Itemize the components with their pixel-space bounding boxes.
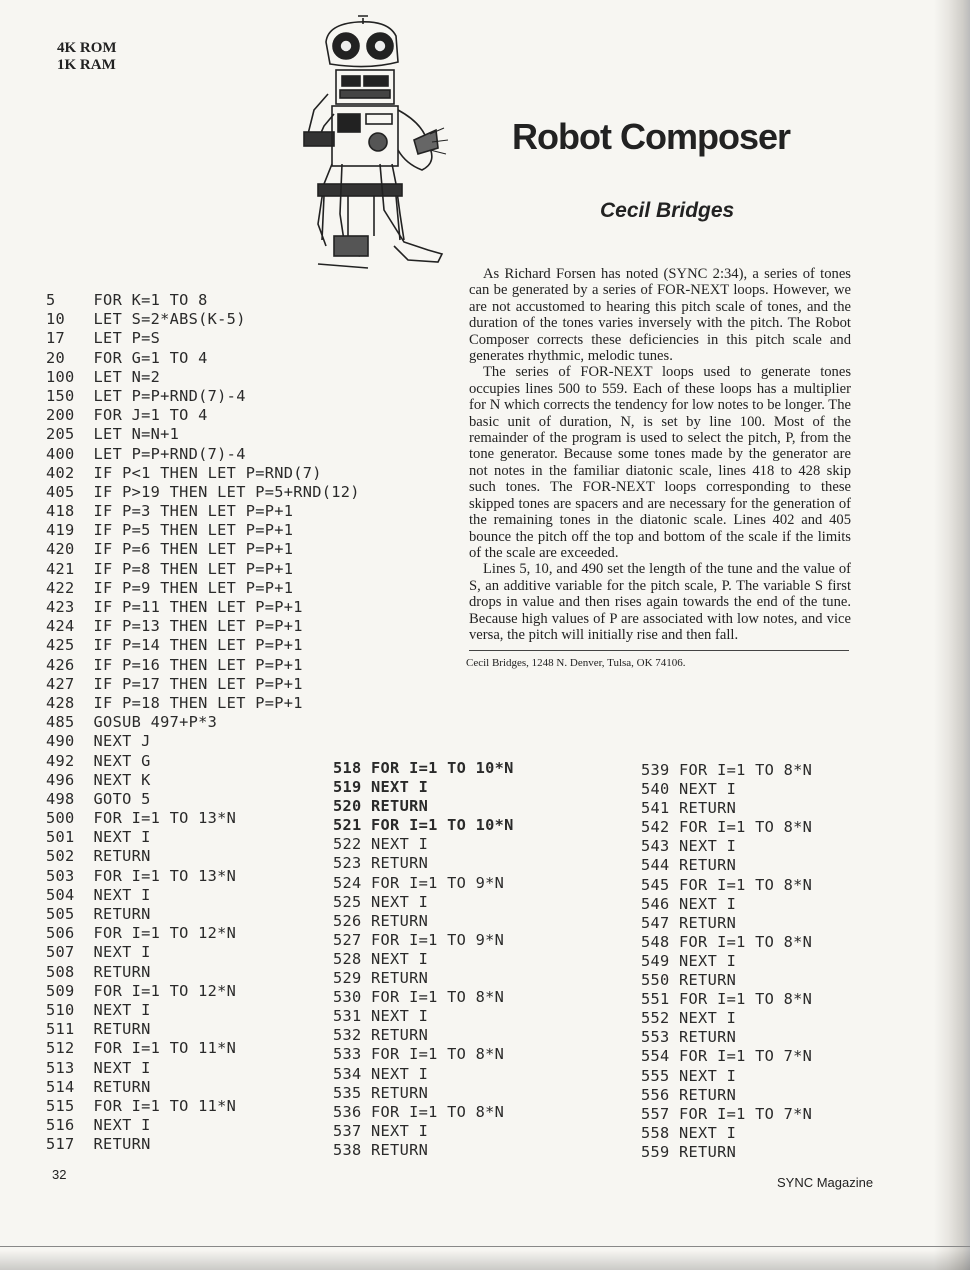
robot-illustration xyxy=(288,14,468,274)
code-line: 528 NEXT I xyxy=(333,949,429,968)
code-line: 531 NEXT I xyxy=(333,1007,429,1026)
code-line: 508 RETURN xyxy=(46,962,151,981)
code-line: 537 NEXT I xyxy=(333,1121,429,1140)
code-line: 535 RETURN xyxy=(333,1083,429,1102)
code-line: 552 NEXT I xyxy=(641,1009,737,1028)
code-line: 100 LET N=2 xyxy=(46,367,161,386)
code-line: 498 GOTO 5 xyxy=(46,789,151,808)
code-line: 200 FOR J=1 TO 4 xyxy=(46,406,208,425)
code-line: 530 FOR I=1 TO 8*N xyxy=(333,988,505,1007)
code-line: 425 IF P=14 THEN LET P=P+1 xyxy=(46,636,303,655)
code-line: 558 NEXT I xyxy=(641,1123,737,1142)
code-line: 515 FOR I=1 TO 11*N xyxy=(46,1096,237,1115)
code-line: 524 FOR I=1 TO 9*N xyxy=(333,873,505,892)
code-line: 518 FOR I=1 TO 10*N xyxy=(333,759,514,777)
code-line: 521 FOR I=1 TO 10*N xyxy=(333,816,514,835)
code-line: 557 FOR I=1 TO 7*N xyxy=(641,1104,813,1123)
code-line: 538 RETURN xyxy=(333,1140,429,1159)
code-line: 510 NEXT I xyxy=(46,1000,151,1019)
code-line: 428 IF P=18 THEN LET P=P+1 xyxy=(46,693,303,712)
code-line: 511 RETURN xyxy=(46,1020,151,1039)
code-line: 525 NEXT I xyxy=(333,892,429,911)
code-line: 523 RETURN xyxy=(333,854,429,873)
code-line: 519 NEXT I xyxy=(333,778,429,797)
code-line: 539 FOR I=1 TO 8*N xyxy=(641,761,813,779)
code-line: 500 FOR I=1 TO 13*N xyxy=(46,809,237,828)
code-line: 426 IF P=16 THEN LET P=P+1 xyxy=(46,655,303,674)
code-line: 418 IF P=3 THEN LET P=P+1 xyxy=(46,502,294,521)
code-line: 505 RETURN xyxy=(46,905,151,923)
code-line: 555 NEXT I xyxy=(641,1066,737,1085)
code-line: 553 RETURN xyxy=(641,1028,737,1047)
code-line: 504 NEXT I xyxy=(46,885,151,904)
code-line: 502 RETURN xyxy=(46,847,151,866)
code-line: 526 RETURN xyxy=(333,911,429,930)
article-author: Cecil Bridges xyxy=(600,199,735,222)
page-bottom-shadow xyxy=(0,1250,970,1270)
code-line: 554 FOR I=1 TO 7*N xyxy=(641,1047,813,1066)
system-requirements xyxy=(57,40,117,74)
code-line: 517 RETURN xyxy=(46,1135,151,1154)
code-line: 529 RETURN xyxy=(333,969,429,988)
code-line: 551 FOR I=1 TO 8*N xyxy=(641,990,813,1009)
code-listing-column-1 xyxy=(46,291,360,1154)
code-line: 423 IF P=11 THEN LET P=P+1 xyxy=(46,598,303,616)
code-line: 424 IF P=13 THEN LET P=P+1 xyxy=(46,617,303,636)
code-line: 543 NEXT I xyxy=(641,837,737,856)
code-line: 545 FOR I=1 TO 8*N xyxy=(641,875,813,894)
code-line: 509 FOR I=1 TO 12*N xyxy=(46,981,237,1000)
code-line: 548 FOR I=1 TO 8*N xyxy=(641,932,813,951)
code-line: 541 RETURN xyxy=(641,799,737,818)
code-line: 534 NEXT I xyxy=(333,1064,429,1083)
code-line: 522 NEXT I xyxy=(333,835,429,854)
code-line: 20 FOR G=1 TO 4 xyxy=(46,348,208,367)
code-line: 205 LET N=N+1 xyxy=(46,425,180,444)
code-listing-column-2 xyxy=(333,759,514,1160)
article-paragraph: Lines 5, 10, and 490 set the length of the tune and the value of S, an additive variable for the pitch scale, P. The variable S first drops in value and then rises again towards the end of the tune. Because high values of P are associated with low notes, and vice versa, the pitch will initially rise and then fall. xyxy=(469,561,851,643)
code-listing-column-3 xyxy=(641,761,812,1162)
code-line: 516 NEXT I xyxy=(46,1116,151,1135)
article-title: Robot Composer xyxy=(512,116,790,157)
code-line: 501 NEXT I xyxy=(46,828,151,847)
code-line: 513 NEXT I xyxy=(46,1058,151,1077)
article-paragraph: The series of FOR-NEXT loops used to generate tones occupies lines 500 to 559. Each of these loops has a multiplier for N which corrects the tendency for low notes to be longer. The basic unit of duration, N, is set by line 100. Most of the remainder of the program is used to select the pitch, P, from the tone generator. Because some tones made by the generator are not notes in the familiar diatonic scale, lines 418 to 428 skip such tones. The FOR-NEXT loops corresponding to these skipped tones are spacers and are necessary for the generation of the remaining tones in the diatonic scale. Lines 402 and 405 bounce the pitch off the top and bottom of the scale if the limits of the scale are exceeded. xyxy=(469,364,851,561)
code-line: 514 RETURN xyxy=(46,1077,151,1096)
divider xyxy=(469,650,849,651)
magazine-name: SYNC Magazine xyxy=(777,1175,874,1190)
code-line: 485 GOSUB 497+P*3 xyxy=(46,713,218,732)
code-line: 405 IF P>19 THEN LET P=5+RND(12) xyxy=(46,482,360,501)
code-line: 540 NEXT I xyxy=(641,780,737,799)
requirement-rom: 4K ROM xyxy=(57,40,117,56)
code-line: 536 FOR I=1 TO 8*N xyxy=(333,1102,505,1121)
code-line: 533 FOR I=1 TO 8*N xyxy=(333,1045,505,1064)
code-line: 490 NEXT J xyxy=(46,732,151,751)
code-line: 544 RETURN xyxy=(641,856,737,875)
code-line: 10 LET S=2*ABS(K-5) xyxy=(46,310,246,329)
code-line: 506 FOR I=1 TO 12*N xyxy=(46,924,237,943)
article-paragraph: As Richard Forsen has noted (SYNC 2:34), a series of tones can be generated by a series of FOR-NEXT loops. However, we are not accustomed to hearing this pitch scale of tones, and the duration of the tones varies inversely with the pitch. The Robot Composer corrects these deficiencies in this pitch scale and generates rhythmic, melodic tunes. xyxy=(469,266,851,365)
code-line: 556 RETURN xyxy=(641,1085,737,1104)
code-line: 512 FOR I=1 TO 11*N xyxy=(46,1039,237,1058)
code-line: 427 IF P=17 THEN LET P=P+1 xyxy=(46,674,303,693)
article-body xyxy=(469,266,851,643)
code-line: 492 NEXT G xyxy=(46,751,151,770)
code-line: 419 IF P=5 THEN LET P=P+1 xyxy=(46,521,294,540)
code-line: 402 IF P<1 THEN LET P=RND(7) xyxy=(46,463,322,482)
author-address: Cecil Bridges, 1248 N. Denver, Tulsa, OK 74106. xyxy=(466,657,686,669)
code-line: 549 NEXT I xyxy=(641,951,737,970)
code-line: 546 NEXT I xyxy=(641,894,737,913)
code-line: 542 FOR I=1 TO 8*N xyxy=(641,818,813,837)
code-line: 422 IF P=9 THEN LET P=P+1 xyxy=(46,578,294,597)
code-line: 550 RETURN xyxy=(641,971,737,990)
code-line: 532 RETURN xyxy=(333,1026,429,1045)
code-line: 17 LET P=S xyxy=(46,329,161,348)
code-line: 527 FOR I=1 TO 9*N xyxy=(333,930,505,949)
code-line: 150 LET P=P+RND(7)-4 xyxy=(46,386,246,405)
code-line: 421 IF P=8 THEN LET P=P+1 xyxy=(46,559,294,578)
code-line: 547 RETURN xyxy=(641,913,737,932)
code-line: 5 FOR K=1 TO 8 xyxy=(46,291,208,309)
code-line: 559 RETURN xyxy=(641,1142,737,1161)
requirement-ram: 1K RAM xyxy=(57,57,116,73)
page-number: 32 xyxy=(52,1167,67,1182)
code-line: 520 RETURN xyxy=(333,797,429,816)
code-line: 507 NEXT I xyxy=(46,943,151,962)
code-line: 496 NEXT K xyxy=(46,770,151,789)
code-line: 420 IF P=6 THEN LET P=P+1 xyxy=(46,540,294,559)
code-line: 503 FOR I=1 TO 13*N xyxy=(46,866,237,885)
code-line: 400 LET P=P+RND(7)-4 xyxy=(46,444,246,463)
page-spine-shadow xyxy=(934,0,970,1270)
page-edge xyxy=(0,1246,970,1247)
